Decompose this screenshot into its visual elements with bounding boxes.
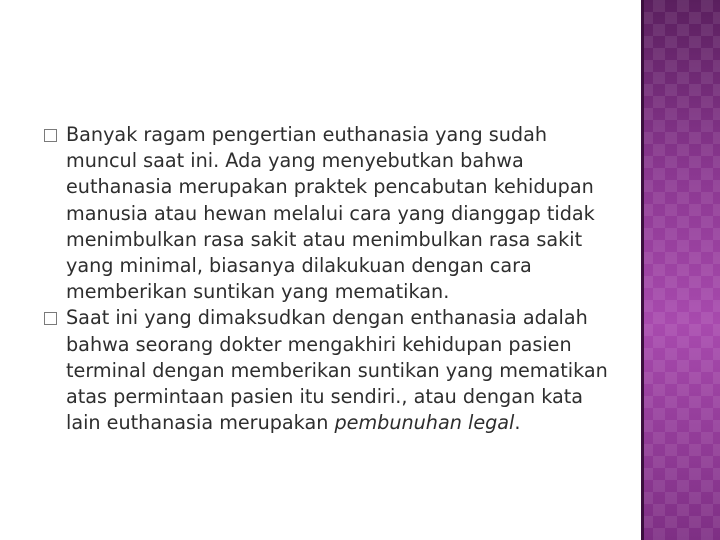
bullet-text: Banyak ragam pengertian euthanasia yang sudah muncul saat ini. Ada yang menyebutkan bahwa euthanasia merupakan praktek pencabutan kehidupan manusia atau hewan melalui cara yang dianggap tidak menimbulkan rasa sakit atau menimbulkan rasa sakit yang minimal, biasanya dilakukuan dengan cara memberikan suntikan yang mematikan. <box>66 123 595 304</box>
slide-content <box>40 122 615 436</box>
bullet-text: Saat ini yang dimaksudkan dengan enthanasia adalah bahwa seorang dokter mengakhiri kehidupan pasien terminal dengan memberikan suntikan yang mematikan atas permintaan pasien itu sendiri., atau dengan kata lain euthanasia merupakan <box>66 306 608 435</box>
hollow-square-icon <box>44 129 57 142</box>
decorative-side-panel <box>641 0 720 540</box>
bullet-emphasis: pembunuhan legal <box>334 411 515 435</box>
hollow-square-icon <box>44 312 57 325</box>
bullet-item <box>40 305 615 436</box>
bullet-text-end: . <box>514 411 521 435</box>
side-panel-edge <box>641 0 644 540</box>
bullet-item <box>40 122 615 305</box>
